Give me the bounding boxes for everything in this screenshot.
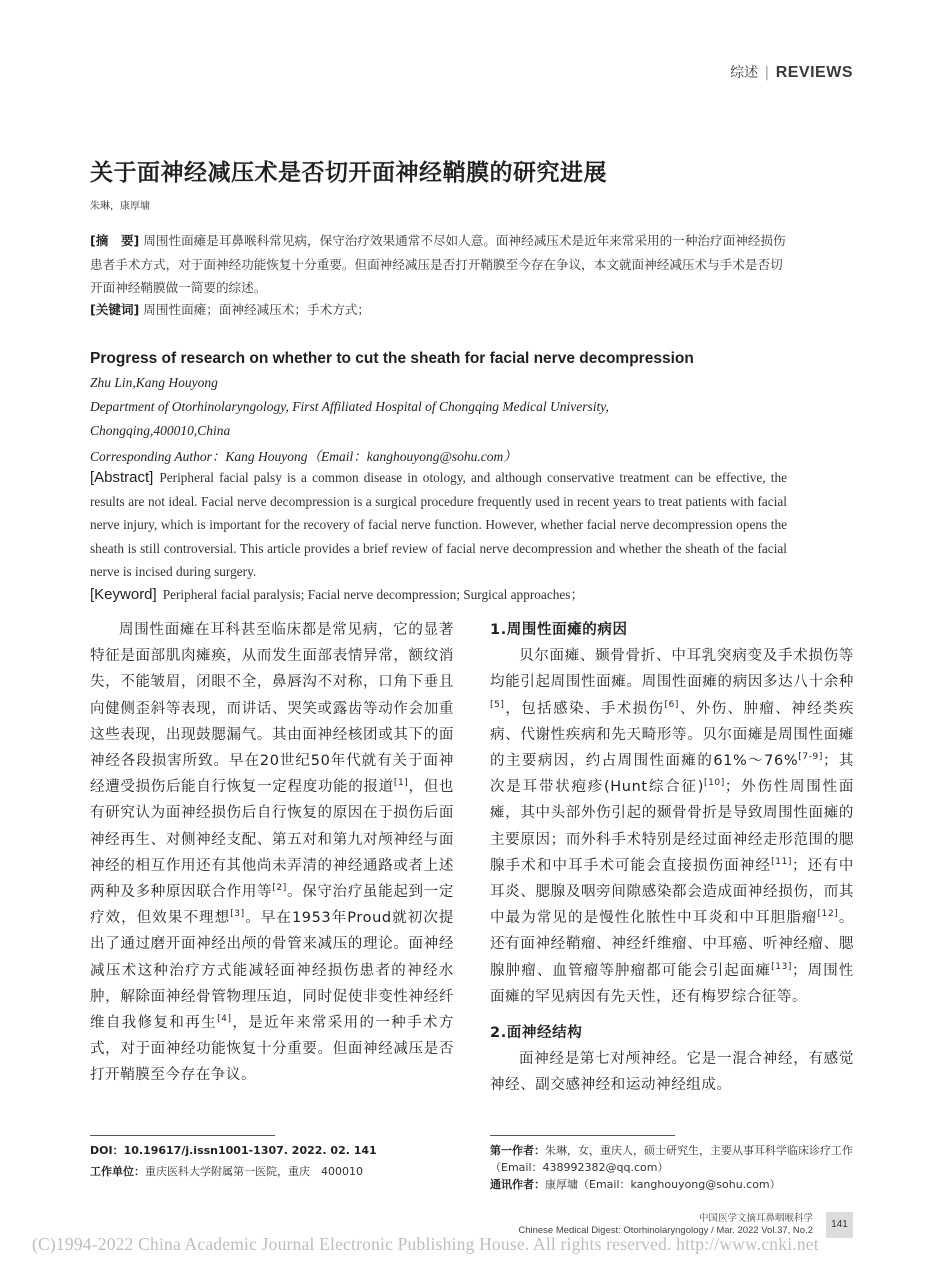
footnote-left xyxy=(90,1142,460,1180)
keywords-en-text: Peripheral facial paralysis; Facial nerve decompression; Surgical approaches； xyxy=(162,587,584,602)
section-cn: 综述 xyxy=(730,65,759,81)
etiology-paragraph xyxy=(490,643,854,1010)
page-title: 关于面神经减压术是否切开面神经鞘膜的研究进展 xyxy=(90,160,607,186)
english-corresponding-author: Corresponding Author：Kang Houyong（Email：kanghouyong@sohu.com） xyxy=(90,449,517,464)
footnote-right xyxy=(490,1142,854,1193)
english-authors: Zhu Lin,Kang Houyong xyxy=(90,375,218,390)
etiology-text-8: ；周围性面瘫的罕见病因有先天性，还有梅罗综合征等。 xyxy=(490,962,854,1005)
citation-13: [13] xyxy=(771,961,793,972)
doi-label: DOI： xyxy=(90,1144,124,1157)
etiology-text-5: ；外伤性周围性面瘫，其中头部外伤引起的颞骨骨折是导致周围性面瘫的主要原因；而外科手术特别是经过面神经走形范围的腮腺手术和中耳手术可能会直接损伤面神经 xyxy=(490,779,854,874)
corresponding-author-label: 通讯作者： xyxy=(490,1178,545,1191)
section-tag xyxy=(730,62,853,82)
keywords-en xyxy=(90,584,584,603)
citation-10: [10] xyxy=(703,778,725,789)
corresponding-author-text: 康厚墉（Email：kanghouyong@sohu.com） xyxy=(545,1178,781,1191)
unit-label: 工作单位： xyxy=(90,1165,145,1178)
doi-line xyxy=(90,1142,460,1159)
journal-name-en: Chinese Medical Digest: Otorhinolaryngology / Mar. 2022 Vol.37, No.2 xyxy=(518,1225,813,1236)
english-affiliation-1: Department of Otorhinolaryngology, First Affiliated Hospital of Chongqing Medical University, xyxy=(90,399,609,414)
abstract-cn-text: 周围性面瘫是耳鼻喉科常见病，保守治疗效果通常不尽如人意。面神经减压术是近年来常采用的一种治疗面神经损伤患者手术方式，对于面神经功能恢复十分重要。但面神经减压是否打开鞘膜至今存在争议，本文就面神经减压术与手术是否切开面神经鞘膜做一简要的综述。 xyxy=(90,233,786,295)
section-heading-2: 2.面神经结构 xyxy=(490,1025,583,1042)
citation-12: [12] xyxy=(817,909,839,920)
citation-1: [1] xyxy=(393,778,409,789)
keywords-cn xyxy=(90,299,370,318)
etiology-text-6: ；还有中耳炎、腮腺及咽旁间隙感染都会造成面神经损伤，而其中最为常见的是慢性化脓性中耳炎和中耳胆脂瘤 xyxy=(490,857,854,927)
citation-3: [3] xyxy=(230,909,245,920)
citation-2: [2] xyxy=(272,883,287,894)
intro-text-4: 。早在1953年Proud就初次提出了通过磨开面神经出颅的骨管来减压的理论。面神经减压术这种治疗方式能减轻面神经损伤患者的神经水肿，解除面神经骨管物理压迫，同时促使非变性神经纤维自我修复和再生 xyxy=(90,910,455,1032)
doi-value: 10.19617/j.issn1001-1307. 2022. 02. 141 xyxy=(123,1144,377,1157)
etiology-text-7: 。还有面神经鞘瘤、神经纤维瘤、中耳癌、听神经瘤、腮腺肿瘤、血管瘤等肿瘤都可能会引起面瘫 xyxy=(490,910,854,979)
first-author-label: 第一作者： xyxy=(490,1144,545,1157)
keywords-cn-label: [关键词] xyxy=(90,302,140,317)
citation-5: [5] xyxy=(490,699,505,710)
abstract-cn xyxy=(90,229,790,300)
citation-6: [6] xyxy=(664,699,680,710)
authors-cn: 朱琳，康厚墉 xyxy=(90,201,150,212)
abstract-en xyxy=(90,466,787,584)
journal-name-cn: 中国医学文摘耳鼻咽喉科学 xyxy=(698,1213,813,1224)
intro-text-3: 。保守治疗虽能起到一定疗效，但效果不理想 xyxy=(90,884,454,927)
intro-text-2: ，但也有研究认为面神经损伤后自行恢复的原因在于损伤后面神经再生、对侧神经支配、第五对和第九对颅神经与面神经的相互作用还有其他尚未弄清的神经通路或者上述两种及多种原因联合作用等 xyxy=(90,779,454,901)
unit-line xyxy=(90,1163,460,1180)
body-right-column xyxy=(490,617,854,1099)
keywords-en-label: [Keyword] xyxy=(90,586,157,603)
citation-11: [11] xyxy=(771,857,793,867)
first-author-line xyxy=(490,1142,854,1176)
unit-value: 重庆医科大学附属第一医院，重庆 400010 xyxy=(145,1165,363,1178)
abstract-en-text: Peripheral facial palsy is a common disease in otology, and although conservative treatment can be effective, the results are not ideal. Facial nerve decompression is a surgical procedure frequently used in recent years to treat patients with facial nerve injury, which is important for the recovery of facial nerve function. However, whether facial nerve decompression opens the sheath is still controversial. This article provides a brief review of facial nerve decompression and whether the sheath of the facial nerve is incised during surgery. xyxy=(90,470,787,580)
english-title: Progress of research on whether to cut the sheath for facial nerve decompression xyxy=(90,350,694,367)
corresponding-author-line xyxy=(490,1176,854,1193)
section-en: REVIEWS xyxy=(775,64,853,81)
english-affiliation-2: Chongqing,400010,China xyxy=(90,423,231,438)
citation-7-9: [7-9] xyxy=(798,752,823,763)
etiology-text-2: ，包括感染、手术损伤 xyxy=(504,700,665,717)
etiology-text-4: ；其次是耳带状疱疹(Hunt综合征) xyxy=(490,753,854,796)
footnote-rule-left xyxy=(90,1135,275,1136)
abstract-cn-label: [摘 要] xyxy=(90,233,140,248)
footnote-rule-right xyxy=(490,1135,675,1136)
first-author-text: 朱琳，女，重庆人，硕士研究生，主要从事耳科学临床诊疗工作（Email：438992382@qq.com） xyxy=(490,1144,853,1174)
structure-paragraph: 面神经是第七对颅神经。它是一混合神经，有感觉神经、副交感神经和运动神经组成。 xyxy=(490,1051,854,1094)
copyright-watermark: (C)1994-2022 China Academic Journal Electronic Publishing House. All rights reserved. http://www.cnki.net xyxy=(32,1234,819,1254)
section-heading-1: 1.周围性面瘫的病因 xyxy=(490,622,628,638)
etiology-text-3: 、外伤、肿瘤、神经类疾病、代谢性疾病和先天畸形等。贝尔面瘫是周围性面瘫的主要病因，约占周围性面瘫的61%～76% xyxy=(490,700,854,770)
section-separator: | xyxy=(764,65,770,81)
citation-4: [4] xyxy=(217,1014,232,1025)
keywords-cn-text: 周围性面瘫；面神经减压术；手术方式； xyxy=(143,302,370,317)
intro-text-5: ，是近年来常采用的一种手术方式，对于面神经功能恢复十分重要。但面神经减压是否打开鞘膜至今存在争议。 xyxy=(90,1015,454,1084)
etiology-text-1: 贝尔面瘫、颞骨骨折、中耳乳突病变及手术损伤等均能引起周围性面瘫。周围性面瘫的病因多达八十余种 xyxy=(490,648,854,691)
page-number: 141 xyxy=(826,1212,853,1238)
intro-text-1: 周围性面瘫在耳科甚至临床都是常见病，它的显著特征是面部肌肉瘫痪，从而发生面部表情异常，额纹消失，不能皱眉，闭眼不全，鼻唇沟不对称，口角下垂且向健侧歪斜等表现，而讲话、哭笑或露齿等动作会加重这些表现，出现鼓腮漏气。其由面神经核团或其下的面神经各段损害所致。早在20世纪50年代就有关于面神经遭受损伤后能自行恢复一定程度功能的报道 xyxy=(90,622,454,796)
body-left-column xyxy=(90,617,454,1089)
intro-paragraph xyxy=(90,617,454,1089)
abstract-en-label: [Abstract] xyxy=(90,469,154,486)
